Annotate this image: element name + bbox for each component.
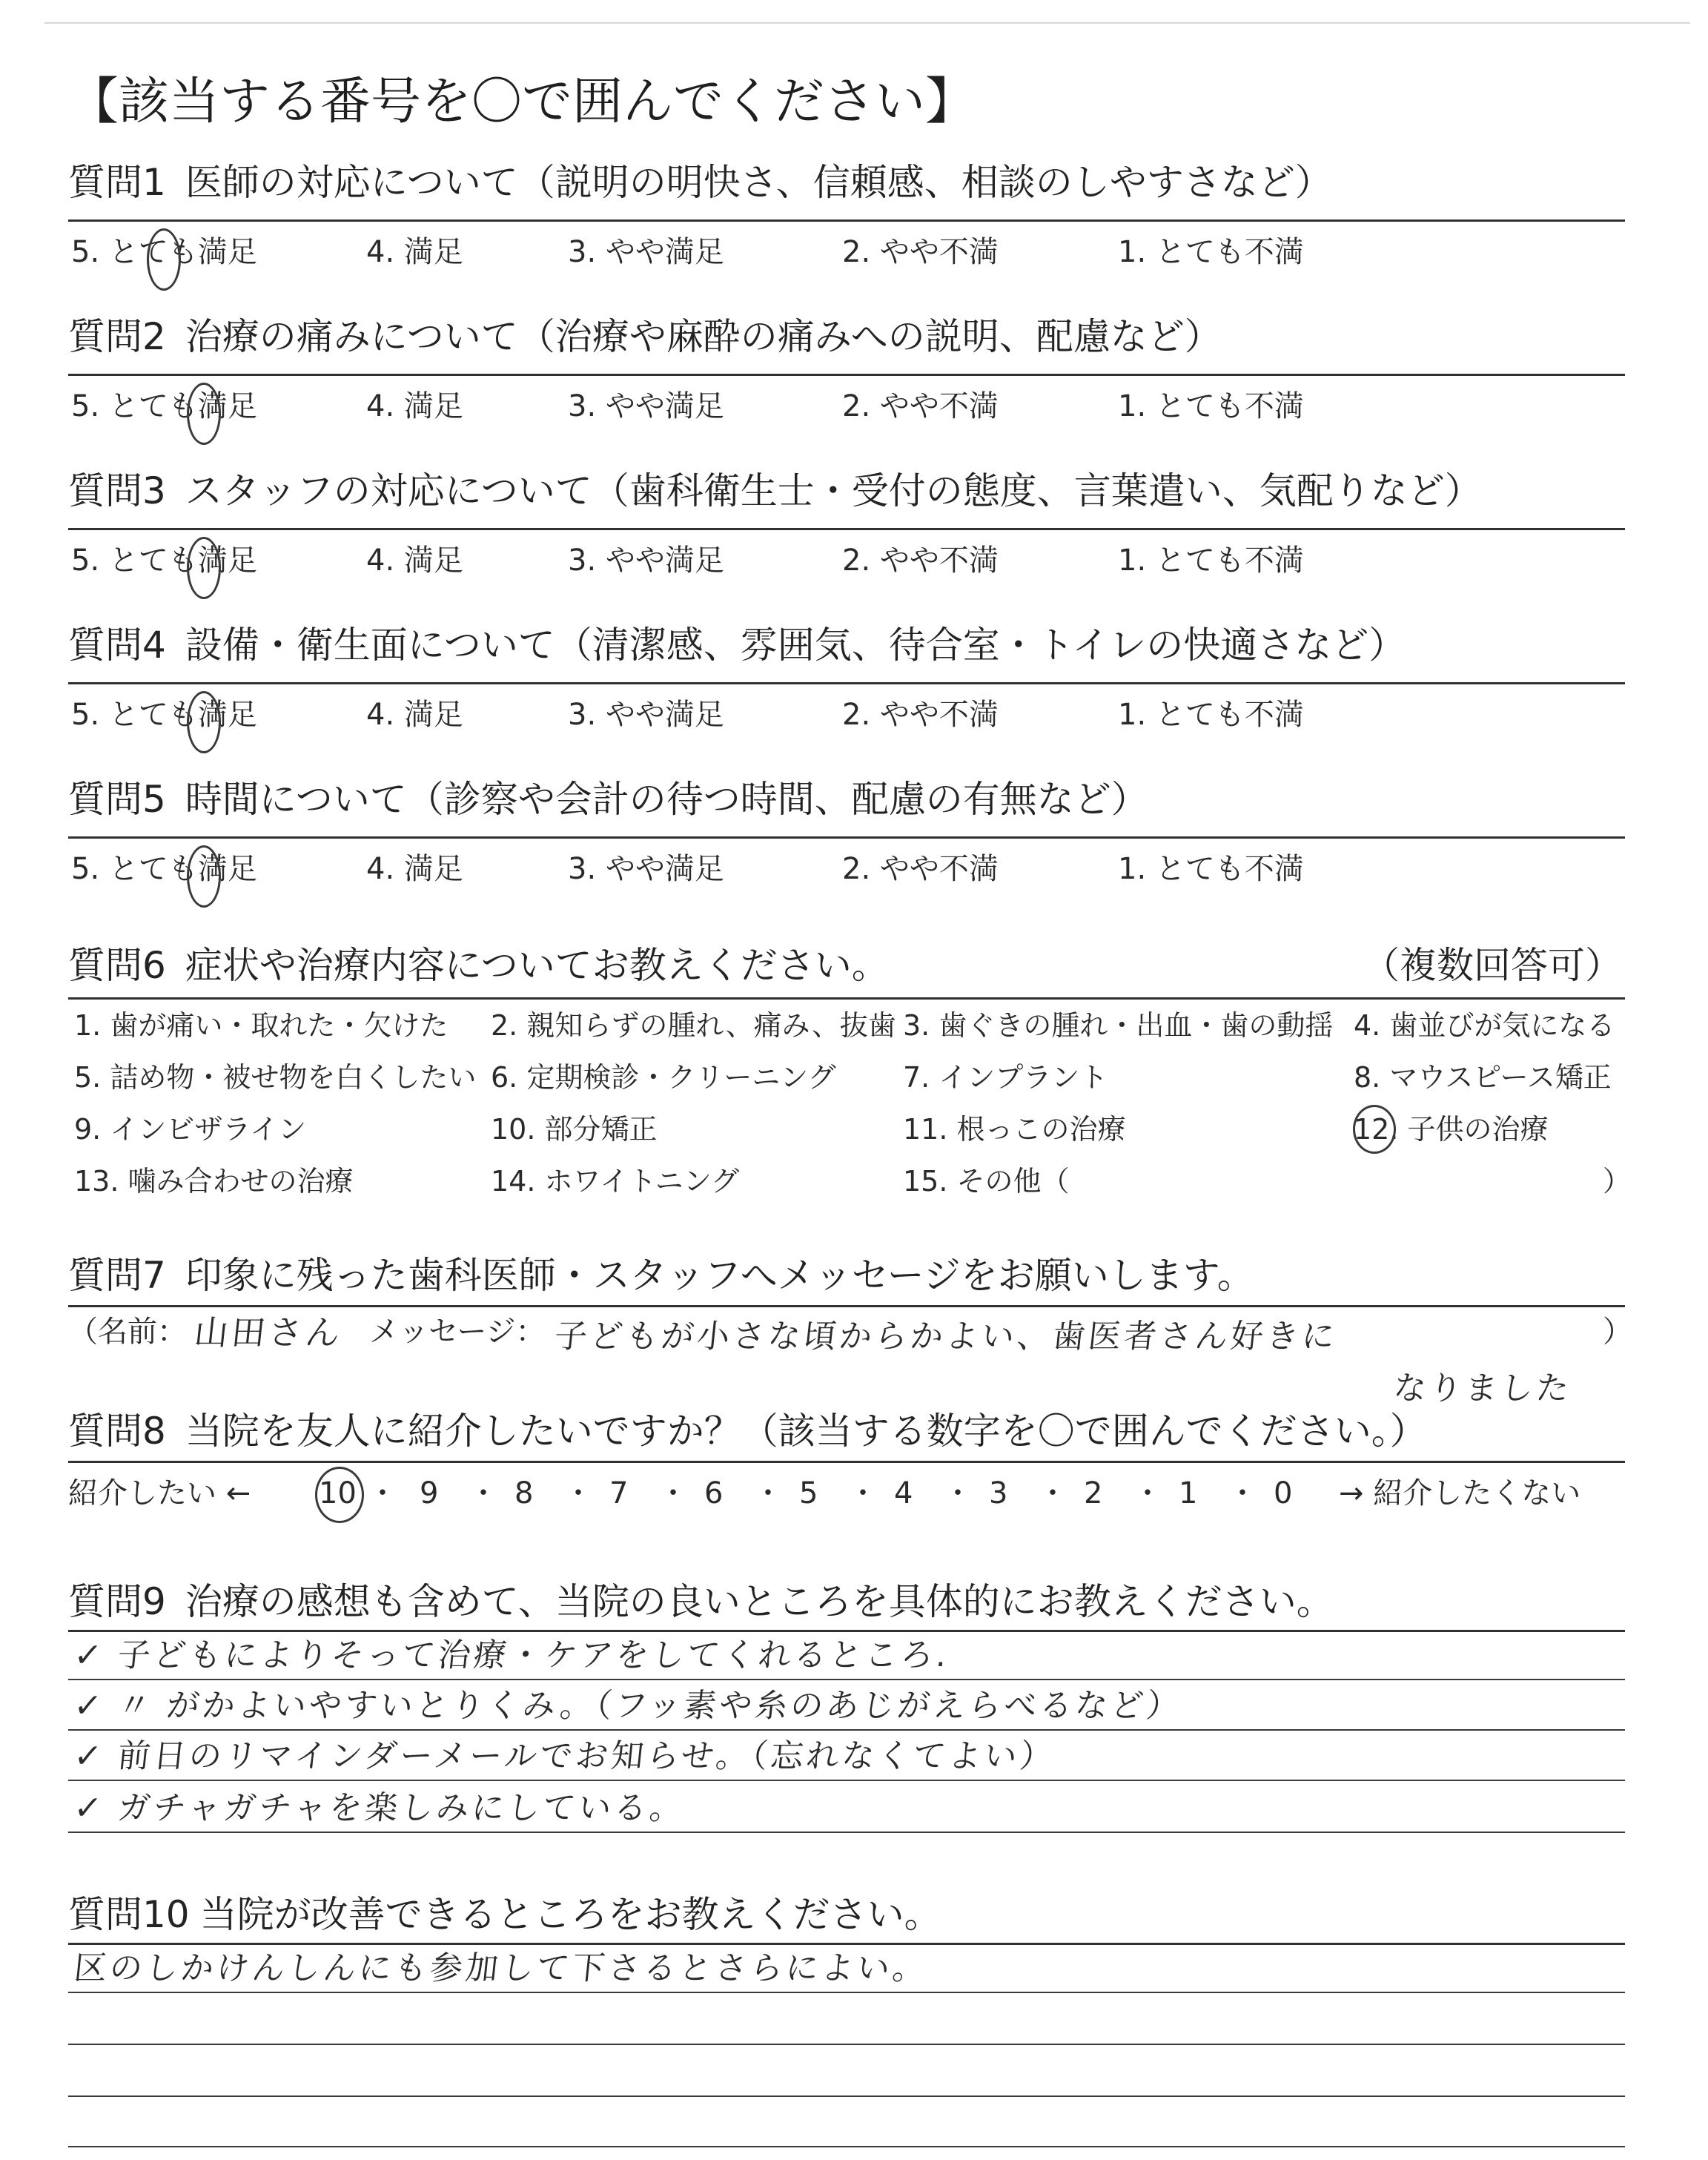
q8-text: 当院を友人に紹介したいですか？（該当する数字を〇で囲んでください。） — [185, 1410, 1427, 1453]
selection-circle — [187, 537, 221, 599]
answer-line — [68, 2146, 1625, 2147]
q6-option: 8. マウスピース矯正 — [1354, 1061, 1612, 1094]
q9-number: 質問9 — [68, 1580, 166, 1623]
q8-number: 質問8 — [68, 1410, 166, 1453]
q7-heading — [68, 1253, 1254, 1298]
q7-text: 印象に残った歯科医師・スタッフへメッセージをお願いします。 — [185, 1254, 1254, 1297]
q6-rule — [68, 997, 1625, 1000]
q6-option: 15. その他（ — [903, 1165, 1070, 1198]
question-text: 設備・衛生面について（清潔感、雰囲気、待合室・トイレの快適さなど） — [185, 624, 1406, 667]
q8-separator: ・ — [469, 1476, 498, 1510]
q6-option: 5. 詰め物・被せ物を白くしたい — [74, 1061, 477, 1094]
q6-text: 症状や治療内容についてお教えください。 — [185, 944, 889, 987]
question-text: スタッフの対応について（歯科衛生士・受付の態度、言葉遣い、気配りなど） — [185, 469, 1482, 512]
answer-option: 3. やや満足 — [568, 852, 724, 886]
answer-option: 1. とても不満 — [1118, 544, 1304, 578]
q7-rule — [68, 1305, 1625, 1307]
q7-name-label: （名前： — [68, 1315, 187, 1349]
answer-line — [68, 1832, 1625, 1833]
q8-separator: ・ — [368, 1476, 397, 1510]
q8-separator: ・ — [753, 1476, 783, 1510]
question-number: 質問3 — [68, 469, 166, 512]
answer-option: 3. やや満足 — [568, 544, 724, 578]
answer-line — [68, 2095, 1625, 2097]
question-rule — [68, 836, 1625, 839]
q8-number: 3 — [989, 1476, 1008, 1510]
q8-number: 9 — [420, 1476, 439, 1510]
answer-option: 4. 満足 — [366, 544, 463, 578]
answer-option: 1. とても不満 — [1118, 389, 1304, 423]
answer-option: 3. やや満足 — [568, 389, 724, 423]
question-heading — [68, 623, 1406, 667]
answer-line — [68, 1679, 1625, 1680]
q8-separator: ・ — [1038, 1476, 1068, 1510]
question-number: 質問1 — [68, 161, 166, 204]
answer-option: 2. やや不満 — [842, 852, 999, 886]
q8-rule — [68, 1461, 1625, 1463]
question-rule — [68, 528, 1625, 530]
q8-heading — [68, 1409, 1427, 1453]
answer-option: 2. やや不満 — [842, 389, 999, 423]
selection-circle — [187, 691, 221, 753]
q10-text: 当院が改善できるところをお教えください。 — [199, 1893, 941, 1936]
q8-separator: ・ — [1228, 1476, 1257, 1510]
q9-rule — [68, 1630, 1625, 1632]
q9-answer: ✓ 前日のリマインダーメールでお知らせ。（忘れなくてよい） — [72, 1737, 1058, 1775]
answer-option: 3. やや満足 — [568, 698, 724, 732]
question-heading — [68, 160, 1332, 205]
q7-name-value: 山田さん — [192, 1312, 345, 1353]
answer-option: 5. とても満足 — [71, 852, 257, 886]
q6-number: 質問6 — [68, 944, 166, 987]
q7-message-line1: 子どもが小さな頃からかよい、歯医者さん好きに — [552, 1318, 1340, 1355]
q6-option: 3. 歯ぐきの腫れ・出血・歯の動揺 — [903, 1009, 1334, 1042]
q8-number: 0 — [1274, 1476, 1293, 1510]
q6-option: 6. 定期検診・クリーニング — [491, 1061, 836, 1094]
question-number: 質問4 — [68, 624, 166, 667]
answer-option: 2. やや不満 — [842, 698, 999, 732]
answer-option: 4. 満足 — [366, 698, 463, 732]
answer-line — [68, 1780, 1625, 1781]
q9-answer: ✓ 子どもによりそって治療・ケアをしてくれるところ. — [72, 1636, 952, 1674]
page-title: 【該当する番号を〇で囲んでください】 — [68, 73, 976, 131]
q8-number: 2 — [1084, 1476, 1103, 1510]
q9-text: 治療の感想も含めて、当院の良いところを具体的にお教えください。 — [185, 1580, 1334, 1623]
q8-selection-circle — [315, 1467, 364, 1523]
answer-option: 3. やや満足 — [568, 235, 724, 269]
q7-message-label: メッセージ： — [369, 1315, 546, 1349]
q10-number: 質問10 — [68, 1893, 190, 1936]
question-rule — [68, 374, 1625, 376]
q9-answer: ✓ ガチャガチャを楽しみにしている。 — [72, 1789, 687, 1827]
q8-number: 6 — [704, 1476, 724, 1510]
q6-option: 13. 噛み合わせの治療 — [74, 1165, 354, 1198]
q10-heading — [68, 1892, 941, 1937]
answer-option: 1. とても不満 — [1118, 235, 1304, 269]
q6-option: 2. 親知らずの腫れ、痛み、抜歯 — [491, 1009, 896, 1042]
q6-option: 10. 部分矯正 — [491, 1113, 658, 1146]
answer-option: 5. とても満足 — [71, 389, 257, 423]
answer-option: 4. 満足 — [366, 235, 463, 269]
q6-selection-circle — [1353, 1105, 1396, 1154]
selection-circle — [187, 845, 221, 908]
q7-number: 質問7 — [68, 1254, 166, 1297]
q6-option: 4. 歯並びが気になる — [1354, 1009, 1615, 1042]
q7-message-line2: なりました — [1391, 1370, 1574, 1407]
q8-separator: ・ — [848, 1476, 878, 1510]
q8-separator: ・ — [943, 1476, 973, 1510]
q6-option: 14. ホワイトニング — [491, 1165, 740, 1198]
answer-option: 5. とても満足 — [71, 698, 257, 732]
q6-option: 9. インビザライン — [74, 1113, 307, 1146]
answer-option: 4. 満足 — [366, 852, 463, 886]
answer-option: 1. とても不満 — [1118, 852, 1304, 886]
question-text: 医師の対応について（説明の明快さ、信頼感、相談のしやすさなど） — [185, 161, 1332, 204]
question-text: 時間について（診察や会計の待つ時間、配慮の有無など） — [185, 778, 1148, 821]
q6-option: 7. インプラント — [903, 1061, 1108, 1094]
q8-number: 10 — [319, 1476, 357, 1510]
q8-separator: ・ — [1133, 1476, 1162, 1510]
selection-circle — [187, 383, 221, 445]
answer-option: 2. やや不満 — [842, 544, 999, 578]
q7-close-paren: ） — [1603, 1315, 1632, 1349]
answer-option: 4. 満足 — [366, 389, 463, 423]
top-border — [44, 22, 1690, 24]
answer-option: 2. やや不満 — [842, 235, 999, 269]
question-number: 質問2 — [68, 315, 166, 358]
q10-rule — [68, 1943, 1625, 1945]
answer-line — [68, 2044, 1625, 2045]
q10-answer: 区のしかけんしんにも参加して下さるとさらによい。 — [72, 1949, 930, 1987]
answer-option: 1. とても不満 — [1118, 698, 1304, 732]
q9-answer: ✓ 〃 がかよいやすいとりくみ。（フッ素や糸のあじがえらべるなど） — [72, 1687, 1185, 1725]
q6-option: 11. 根っこの治療 — [903, 1113, 1126, 1146]
q8-number: 5 — [799, 1476, 818, 1510]
answer-line — [68, 1992, 1625, 1993]
q8-number: 8 — [514, 1476, 534, 1510]
answer-option: 5. とても満足 — [71, 544, 257, 578]
q6-option: 12. 子供の治療 — [1354, 1113, 1549, 1146]
q8-number: 1 — [1179, 1476, 1198, 1510]
q8-number: 7 — [609, 1476, 629, 1510]
q6-heading — [68, 943, 889, 988]
q6-note: （複数回答可） — [1363, 944, 1622, 987]
question-heading — [68, 469, 1482, 513]
question-number: 質問5 — [68, 778, 166, 821]
q6-close-paren: ） — [1603, 1165, 1632, 1198]
q8-number: 4 — [894, 1476, 913, 1510]
q6-option: 1. 歯が痛い・取れた・欠けた — [74, 1009, 448, 1042]
q8-separator: ・ — [658, 1476, 688, 1510]
q9-heading — [68, 1579, 1334, 1624]
question-heading — [68, 314, 1222, 359]
selection-circle — [147, 228, 181, 291]
answer-option: 5. とても満足 — [71, 235, 257, 269]
question-heading — [68, 777, 1148, 822]
q8-left-label: 紹介したい ← — [68, 1476, 251, 1510]
question-rule — [68, 219, 1625, 222]
question-text: 治療の痛みについて（治療や麻酔の痛みへの説明、配慮など） — [185, 315, 1222, 358]
q8-separator: ・ — [563, 1476, 593, 1510]
q8-right-label: → 紹介したくない — [1339, 1476, 1581, 1510]
answer-line — [68, 1729, 1625, 1731]
question-rule — [68, 682, 1625, 684]
